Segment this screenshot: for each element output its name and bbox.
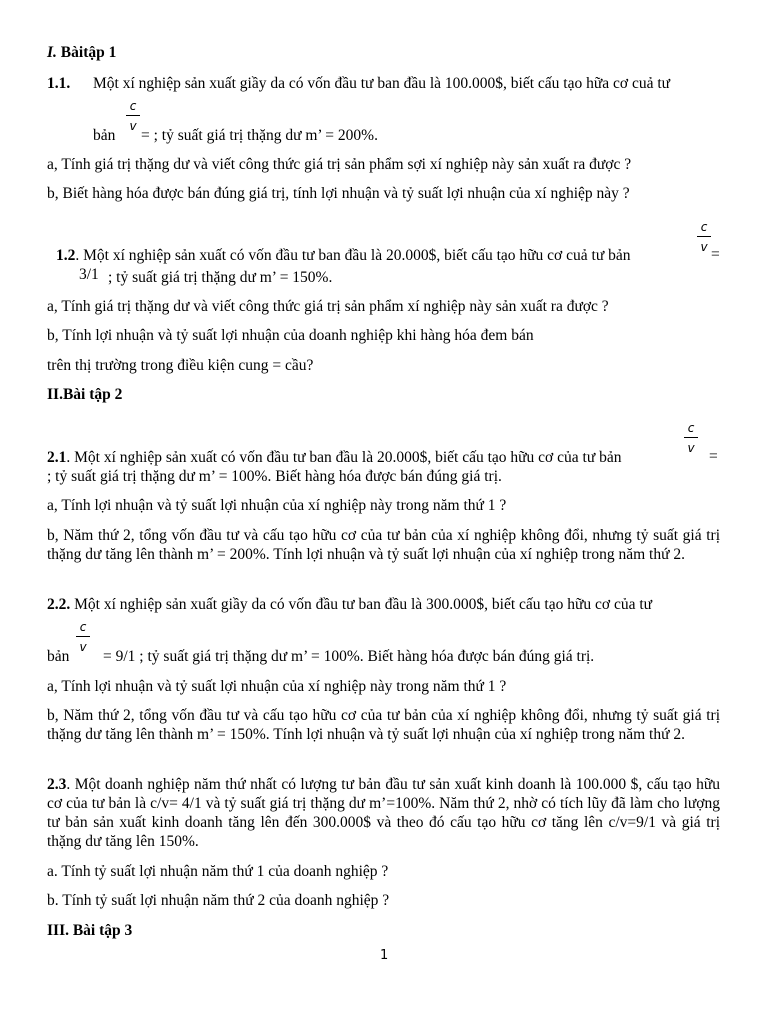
- problem-1-2-equals: =: [711, 246, 720, 263]
- problem-2-3-body: . Một doanh nghiệp năm thứ nhất có lượng tư bản đầu tư sản xuất kinh doanh là 100.000 $, cấu tạo hữu cơ của tư bản là c/v= 4/1 và tỷ suất giá trị thặng dư m’=100%. Năm thứ 2, nhờ có tích lũy đã làm cho lượng tư bản sản xuất kinh doanh tăng lên đến 300.000$ và theo đó cấu tạo hữu cơ tăng lên c/v=9/1 và giá trị thặng dư tăng lên 150%.: [47, 776, 720, 850]
- problem-2-1-equals: =: [709, 448, 718, 465]
- fraction-denominator: v: [129, 119, 137, 133]
- problem-1-1-part-b: b, Biết hàng hóa được bán đúng giá trị, tính lợi nhuận và tỷ suất lợi nhuận của xí nghiệp này ?: [47, 185, 630, 202]
- problem-2-1-line2: ; tỷ suất giá trị thặng dư m’ = 100%. Biết hàng hóa được bán đúng giá trị.: [47, 468, 502, 485]
- problem-2-2-ban: bản: [47, 648, 70, 665]
- fraction-denominator: v: [700, 240, 708, 254]
- fraction-denominator: v: [687, 441, 695, 455]
- problem-1-2-part-b-line1: b, Tính lợi nhuận và tỷ suất lợi nhuận của doanh nghiệp khi hàng hóa đem bán: [47, 327, 534, 344]
- section-3-heading: III. Bài tập 3: [47, 922, 133, 939]
- problem-1-2-fraction: [697, 220, 711, 254]
- section-1-roman: I.: [47, 44, 57, 61]
- problem-2-1-fraction: [684, 421, 698, 455]
- problem-2-1-part-b: b, Năm thứ 2, tổng vốn đầu tư và cấu tạo hữu cơ của tư bản của xí nghiệp không đổi, nhưng tỷ suất giá trị thặng dư tăng lên thành m’ = 200%. Tính lợi nhuận và tỷ suất lợi nhuận của xí nghiệp trong năm thứ 2.: [47, 527, 720, 563]
- problem-2-1-line1-text: . Một xí nghiệp sản xuất có vốn đầu tư ban đầu là 20.000$, biết cấu tạo hữu cơ của tư bản: [66, 449, 622, 466]
- fraction-denominator: v: [79, 640, 87, 654]
- problem-2-2-ratio-rest: = 9/1 ; tỷ suất giá trị thặng dư m’ = 100%. Biết hàng hóa được bán đúng giá trị.: [103, 648, 595, 665]
- page-number: 1: [380, 948, 389, 963]
- problem-1-2-ratio: 3/1: [79, 266, 99, 283]
- problem-1-2-line1: [56, 246, 630, 265]
- fraction-numerator: c: [684, 421, 698, 438]
- problem-1-2-line2: ; tỷ suất giá trị thặng dư m’ = 150%.: [108, 269, 333, 286]
- problem-1-1-number: 1.1.: [47, 75, 71, 92]
- problem-2-2-part-a: a, Tính lợi nhuận và tỷ suất lợi nhuận của xí nghiệp này trong năm thứ 1 ?: [47, 678, 507, 695]
- problem-2-2-line1: [47, 595, 652, 614]
- problem-2-2-part-b: b, Năm thứ 2, tổng vốn đầu tư và cấu tạo hữu cơ của tư bản của xí nghiệp không đổi, nhưng tỷ suất giá trị thặng dư tăng lên thành m’ = 150%. Tính lợi nhuận và tỷ suất lợi nhuận của xí nghiệp trong năm thứ 2.: [47, 707, 720, 743]
- fraction-numerator: c: [76, 620, 90, 637]
- problem-2-3-part-a: a. Tính tỷ suất lợi nhuận năm thứ 1 của doanh nghiệp ?: [47, 863, 389, 880]
- problem-1-1-part-a: a, Tính giá trị thặng dư và viết công thức giá trị sản phẩm sợi xí nghiệp này sản xuất ra được ?: [47, 156, 632, 173]
- section-2-heading: II.Bài tập 2: [47, 386, 123, 403]
- fraction-numerator: c: [126, 99, 140, 116]
- problem-1-1-fraction: [126, 99, 140, 133]
- problem-1-2-part-a: a, Tính giá trị thặng dư và viết công thức giá trị sản phẩm xí nghiệp này sản xuất ra được ?: [47, 298, 609, 315]
- problem-1-2-number: 1.2: [56, 247, 76, 264]
- problem-1-1-line1: Một xí nghiệp sản xuất giầy da có vốn đầu tư ban đầu là 100.000$, biết cấu tạo hữa cơ cuả tư: [93, 75, 671, 92]
- problem-2-1-part-a: a, Tính lợi nhuận và tỷ suất lợi nhuận của xí nghiệp này trong năm thứ 1 ?: [47, 497, 507, 514]
- problem-1-2-line1-text: . Một xí nghiệp sản xuất có vốn đầu tư ban đầu là 20.000$, biết cấu tạo hữu cơ cuả tư bản: [75, 247, 631, 264]
- fraction-numerator: c: [697, 220, 711, 237]
- problem-2-3-number: 2.3: [47, 776, 67, 793]
- problem-2-2-fraction: [76, 620, 90, 654]
- problem-2-3-part-b: b. Tính tỷ suất lợi nhuận năm thứ 2 của doanh nghiệp ?: [47, 892, 390, 909]
- problem-1-1-ratio-rest: = ; tỷ suất giá trị thặng dư m’ = 200%.: [141, 127, 378, 144]
- section-1-title: Bàitập 1: [60, 44, 117, 61]
- problem-2-2-number: 2.2.: [47, 596, 71, 613]
- problem-2-3-text: [47, 775, 720, 851]
- problem-1-1-ban: bản: [93, 127, 116, 144]
- section-1-heading: [47, 43, 116, 62]
- problem-2-1-number: 2.1: [47, 449, 67, 466]
- problem-1-2-part-b-line2: trên thị trường trong điều kiện cung = cầu?: [47, 357, 314, 374]
- problem-2-2-line1-text: Một xí nghiệp sản xuất giầy da có vốn đầu tư ban đầu là 300.000$, biết cấu tạo hữu cơ của tư: [74, 596, 653, 613]
- problem-2-1-line1: [47, 448, 621, 467]
